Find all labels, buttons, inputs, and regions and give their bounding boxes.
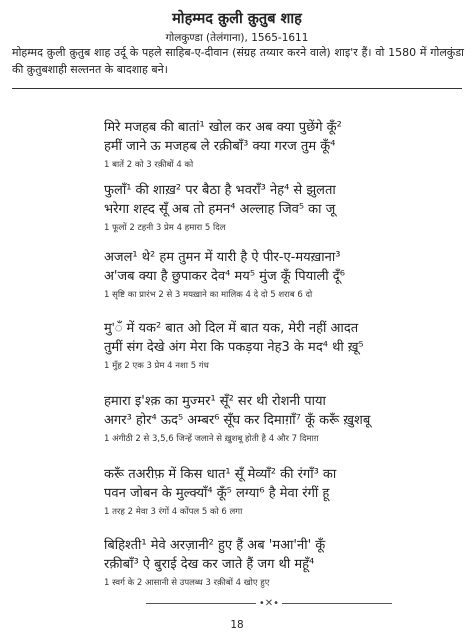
section-ornament [104,598,434,609]
verse-gloss: 1 मुँह 2 एक 3 प्रेम 4 नशा 5 गंध [104,361,209,371]
stanza-6 [104,465,434,519]
verse-line: अ'जब क्या है छुपाकर देव⁴ मय⁵ मुंज कूँ पियाली दूँ⁶ [104,269,345,284]
stanza-1 [104,118,434,172]
verse-line: मिरे मजहब की बातां¹ खोल कर अब क्या पुछेंगे कूँ² [104,120,342,135]
verse-line: रक़ीबाँ³ ऐ बुराई देख कर जाते हैं जग थी महूँ⁴ [104,557,315,572]
stanza-2 [104,181,434,235]
verse-gloss: 1 स्वर्ग के 2 आसानी से उपलब्ध 3 रक़ीबों 4 खोए हुए [104,578,270,588]
ornament-glyph: •✕• [258,598,280,609]
intro-paragraph: मोहम्मद क़ुली क़ुतुब शाह उर्दू के पहले साहिब-ए-दीवान (संग्रह तय्यार करने वाले) शाइ'र हैं। वो 1580 में गोलकुंडा की क़ुतुबशाही सल्तनत के बादशाह बने। [12,46,464,76]
verse-line: मु'ँ में यक² बात ओ दिल में बात यक, मेरी नहीं आदत [104,321,359,336]
verse-line: हमारा इ'श्क़ का मुज्मर¹ सूँ² सर थी रोशनी पाया [104,394,326,409]
verse-gloss: 1 सृष्टि का प्रारंभ 2 से 3 मयख़ाने का मालिक 4 दे दो 5 शराब 6 दो [104,290,313,300]
stanza-4 [104,319,434,373]
verse-line: करूँ तअरीफ़ में किस धात¹ सूँ मेव्याँ² की रंगाँ³ का [104,467,337,482]
header-divider [12,88,462,89]
verse-line: अजल¹ थे² हम तुमन में यारी है ऐ पीर-ए-मयख़ाना³ [104,250,341,265]
stanza-5 [104,392,434,446]
ornament-bar-right [282,603,392,604]
verse-gloss: 1 बातें 2 को 3 रक़ीबों 4 को [104,160,194,170]
stanza-3 [104,248,434,302]
poet-title: मोहम्मद क़ुली क़ुतुब शाह [172,10,302,27]
ornament-bar-left [146,603,256,604]
stanza-7 [104,536,434,590]
page-number: 18 [230,619,244,631]
page-header [0,0,474,46]
verse-gloss: 1 फूलों 2 टहनी 3 प्रेम 4 हमारा 5 दिल [104,223,226,233]
verse-line: फुलाँ¹ की शाख़² पर बैठा है भवराँ³ नेह⁴ से झुलता [104,183,336,198]
verse-line: तुमीं संग देखे अंग मेरा कि पकड़या नेह3 के मद⁴ थी ख़ू⁵ [104,340,364,355]
verse-line: बिहिश्ती¹ मेवे अरज़ानी² हुए हैं अब 'मआ'नी' कूँ [104,538,326,553]
verse-gloss: 1 अंगीठी 2 से 3,5,6 जिन्हें जलाने से ख़ुशबू होती है 4 और 7 दिमाग़ [104,434,319,444]
verse-line: भरेगा शह्द सूँ अब तो हमन⁴ अल्लाह जिव⁵ का जू [104,202,336,217]
verse-line: हमीं जाने ऊ मजहब ले रक़ीबाँ³ क्या गरज तुम कूँ⁴ [104,139,336,154]
verse-line: अगर³ होर⁴ ऊद⁵ अम्बर⁶ सूँघ कर दिमाग़ाँ⁷ कूँ करूँ ख़ुशबू [104,413,371,428]
verse-line: पवन जोबन के मुल्क्याँ⁴ कूँ⁵ लग्या⁶ है मेवा रंगीं हू [104,486,330,501]
verse-gloss: 1 तरह 2 मेवा 3 रंगों 4 कोंपल 5 को 6 लगा [104,507,243,517]
poet-subtitle: गोलकुण्डा (तेलंगाना), 1565-1611 [165,32,309,44]
